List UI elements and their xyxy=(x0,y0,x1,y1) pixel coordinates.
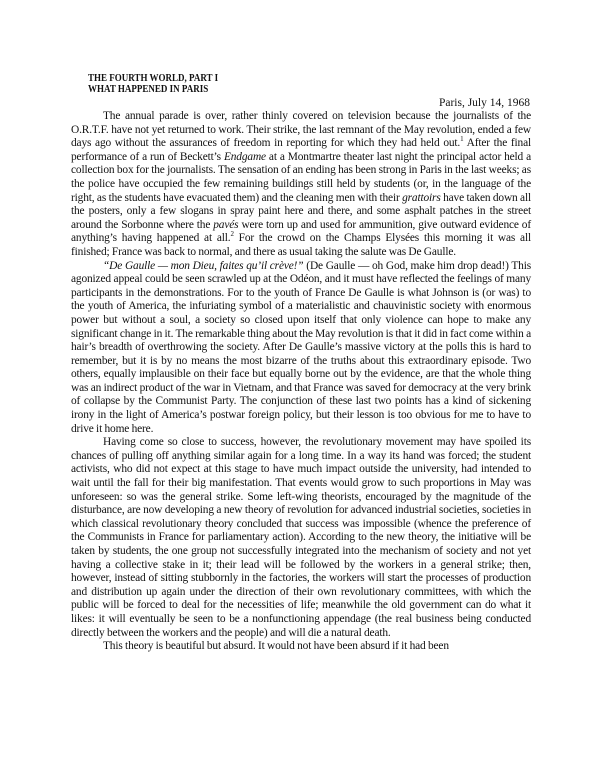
heading-line-1: THE FOURTH WORLD, PART I xyxy=(88,73,219,84)
paragraph-2-text: (De Gaulle — oh God, make him drop dead!) This agonized appeal could be seen scrawled up at the Odéon, and it must have reflected the feelings of many participants in the demonstrations. For to the youth of France De Gaulle is what Johnson is (or was) to the youth of America, the infuriating symbol of a materialistic and chauvinistic society with enormous power but without a soul, a society so closed upon itself that only violence can hope to make any significant change in it. The remarkable thing about the May revolution is that it did in fact come within a hair’s breadth of overthrowing the society. After De Gaulle’s massive victory at the polls this is hard to remember, but it is by no means the most bizarre of the truths about this extraordinary episode. Two others, equally implausible on their face but equally borne out by the evidence, are that the whole thing was an indirect product of the war in Vietnam, and that France was saved for democracy at the very brink of collapse by the Communist Party. The conjunction of these last two points has a kind of sickening irony in the light of America’s postwar foreign policy, but their lesson is too obvious for me to have to drive it home here. xyxy=(71,259,531,435)
paragraph-1-text-c: at a Montmartre theater last night the principal actor held a collection box for the journalists. The sensation of an ending has been strong in Paris in the last weeks; as the police have occupied the few remaining buildings still held by students (or, in the language of the right, as the students have evacuated them) and the cleaning men with their xyxy=(71,150,531,204)
paragraph-1-text-f: For the crowd on the Champs Elysées this morning it was all finished; France was back to normal, and there as usual taking the salute was De Gaulle. xyxy=(71,232,531,258)
paves-term: pavés xyxy=(213,218,239,231)
paragraph-1-text-b: After the final performance of a run of Beckett’s xyxy=(71,137,532,163)
grattoirs-term: grattoirs xyxy=(402,191,441,204)
graffiti-quote: “De Gaulle — mon Dieu, faites qu’il crève!” xyxy=(103,259,304,272)
paragraph-4: This theory is beautiful but absurd. It would not have been absurd if it had been xyxy=(103,640,449,653)
footnote-ref-2: 2 xyxy=(230,230,234,239)
paragraph-1-text-d: have taken down all the posters, only a few slogans in spray paint here and there, and some asphalt patches in the street around the Sorbonne where the xyxy=(71,191,531,231)
paragraph-1-text-e: were torn up and used for ammunition, give outward evidence of anything’s having happened at all. xyxy=(71,218,531,245)
paragraph-2 xyxy=(71,260,531,437)
article-body xyxy=(71,110,531,654)
paragraph-3: Having come so close to success, however, the revolutionary movement may have spoiled its chances of pulling off anything similar again for a long time. In a way its hand was forced; the student activists, who did not expect at this stage to have much impact outside the university, had intended to wait until the fall for their big manifestation. That events would grow to such proportions in May was unforeseen: so was the general strike. Some left-wing theorists, encouraged by the magnitude of the disturbance, are now developing a new theory of revolution for advanced industrial societies, societies in which classical revolutionary theory concluded that success was impossible (whence the preference of the Communists in France for parliamentary action). According to the new theory, the initiative will be taken by students, the one group not successfully integrated into the mechanism of society and not yet having a collective stake in it; their lead will be followed by the workers in a general strike; then, however, instead of sitting stubbornly in the factories, the workers will start the processes of production and distribution up again under the direction of their own revolutionary committees, with which the public will be forced to deal for the necessities of life; meanwhile the old government can do what it likes: it will eventually be seen to be a nonfunctioning appendage (the real business being conducted directly between the workers and the people) and will die a natural death. xyxy=(71,436,531,639)
endgame-title: Endgame xyxy=(223,150,266,163)
article-heading xyxy=(88,73,218,95)
heading-line-2: WHAT HAPPENED IN PARIS xyxy=(88,84,209,95)
footnote-ref-1: 1 xyxy=(460,135,464,144)
paragraph-1-text-a: The annual parade is over, rather thinly covered on television because the journalists of the O.R.T.F. have not yet returned to work. Their strike, the last remnant of the May revolution, ended a few days ago without the assurances of freedom in reporting for which they had held out. xyxy=(71,110,531,150)
dateline: Paris, July 14, 1968 xyxy=(438,97,530,109)
paragraph-1 xyxy=(71,110,531,260)
